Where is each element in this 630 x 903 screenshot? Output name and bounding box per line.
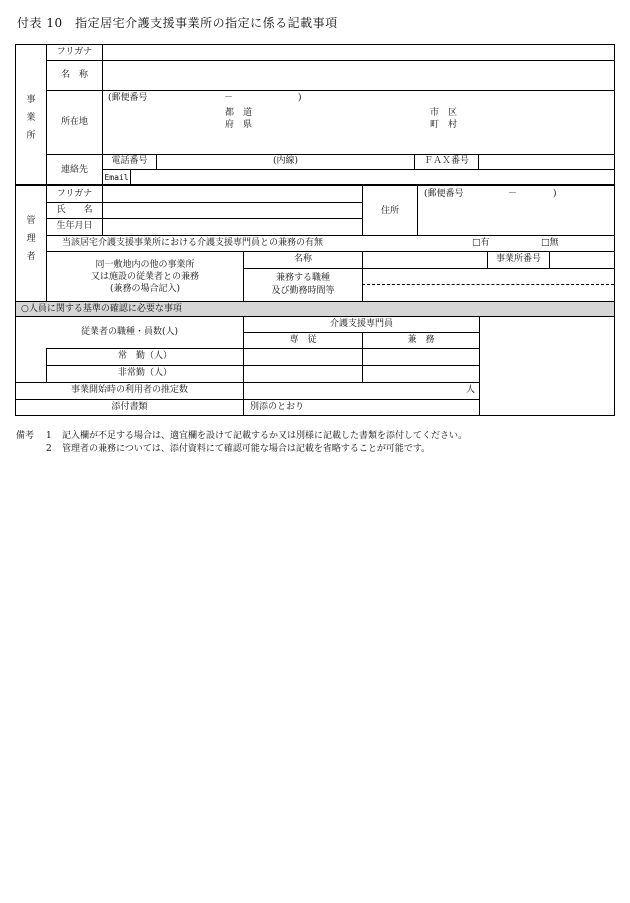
office-postal-dash: － xyxy=(224,93,234,103)
manager-address-label: 住所 xyxy=(380,206,399,216)
regular-staff-label: 常 勤（人） xyxy=(117,351,172,361)
office-contact-label: 連絡先 xyxy=(60,165,88,175)
concurrent-header: 兼 務 xyxy=(407,335,435,345)
page-title: 付表 10 指定居宅介護支援事業所の指定に係る記載事項 xyxy=(17,16,338,30)
attachments-label: 添付書類 xyxy=(111,402,148,412)
manager-postal-close: ) xyxy=(553,189,557,199)
office-postal-label: (郵便番号 xyxy=(108,93,148,103)
users-estimate-label: 事業開始時の利用者の推定数 xyxy=(70,385,188,395)
manager-name-label: 氏 名 xyxy=(56,205,93,215)
manager-concurrent-question: 当該居宅介護支援事業所における介護支援専門員との兼務の有無 xyxy=(62,238,324,248)
note-2-number: 2 xyxy=(46,444,52,454)
staff-job-count-label: 従業者の職種・員数(人) xyxy=(80,327,179,337)
concurrent-duty-label: 兼務する職種 及び勤務時間等 xyxy=(271,273,335,296)
staff-section-header: ○人員に関する基準の確認に必要な事項 xyxy=(21,304,182,314)
note-2-text: 管理者の兼務については、添付資料にて確認可能な場合は記載を省略することが可能です。 xyxy=(62,444,431,454)
office-city-label-2: 町 村 xyxy=(430,120,458,130)
manager-birthdate-label: 生年月日 xyxy=(56,221,93,231)
office-section-label: 事 業 所 xyxy=(26,95,36,141)
office-city-label-1: 市 区 xyxy=(430,108,458,118)
concurrent-yes-checkbox[interactable]: □有 xyxy=(472,238,490,248)
attachments-value: 別添のとおり xyxy=(250,402,305,412)
concurrent-no-checkbox[interactable]: □無 xyxy=(541,238,559,248)
office-prefecture-label-2: 府 県 xyxy=(225,120,253,130)
office-prefecture-label-1: 都 道 xyxy=(225,108,253,118)
manager-postal-dash: － xyxy=(508,189,518,199)
manager-section-label: 管 理 者 xyxy=(26,216,36,262)
part-time-staff-label: 非常勤（人） xyxy=(117,368,172,378)
office-furigana-label: フリガナ xyxy=(56,47,93,57)
other-facility-name-header: 名称 xyxy=(293,254,312,264)
manager-other-facility-label: 同一敷地内の他の事業所 又は施設の従業者との兼務 (兼務の場合記入) xyxy=(90,260,199,294)
manager-postal-label: (郵便番号 xyxy=(424,189,464,199)
users-estimate-unit: 人 xyxy=(466,385,476,395)
office-phone-label: 電話番号 xyxy=(111,156,148,166)
office-email-label: Email xyxy=(104,173,129,182)
office-name-label: 名 称 xyxy=(60,70,88,80)
note-1-number: 1 xyxy=(46,431,52,441)
care-manager-header: 介護支援専門員 xyxy=(329,319,393,329)
notes-label: 備考 xyxy=(16,431,35,441)
office-extension-label: (内線) xyxy=(272,156,299,166)
full-time-only-header: 専 従 xyxy=(289,335,317,345)
note-1-text: 記入欄が不足する場合は、適宜欄を設けて記載するか又は別様に記載した書類を添付してください。 xyxy=(62,431,468,441)
office-address-label: 所在地 xyxy=(60,117,88,127)
office-postal-close: ) xyxy=(298,93,302,103)
other-facility-office-no-header: 事業所番号 xyxy=(495,254,541,264)
office-fax-label: ＦＡＸ番号 xyxy=(423,156,469,166)
manager-furigana-label: フリガナ xyxy=(56,189,93,199)
